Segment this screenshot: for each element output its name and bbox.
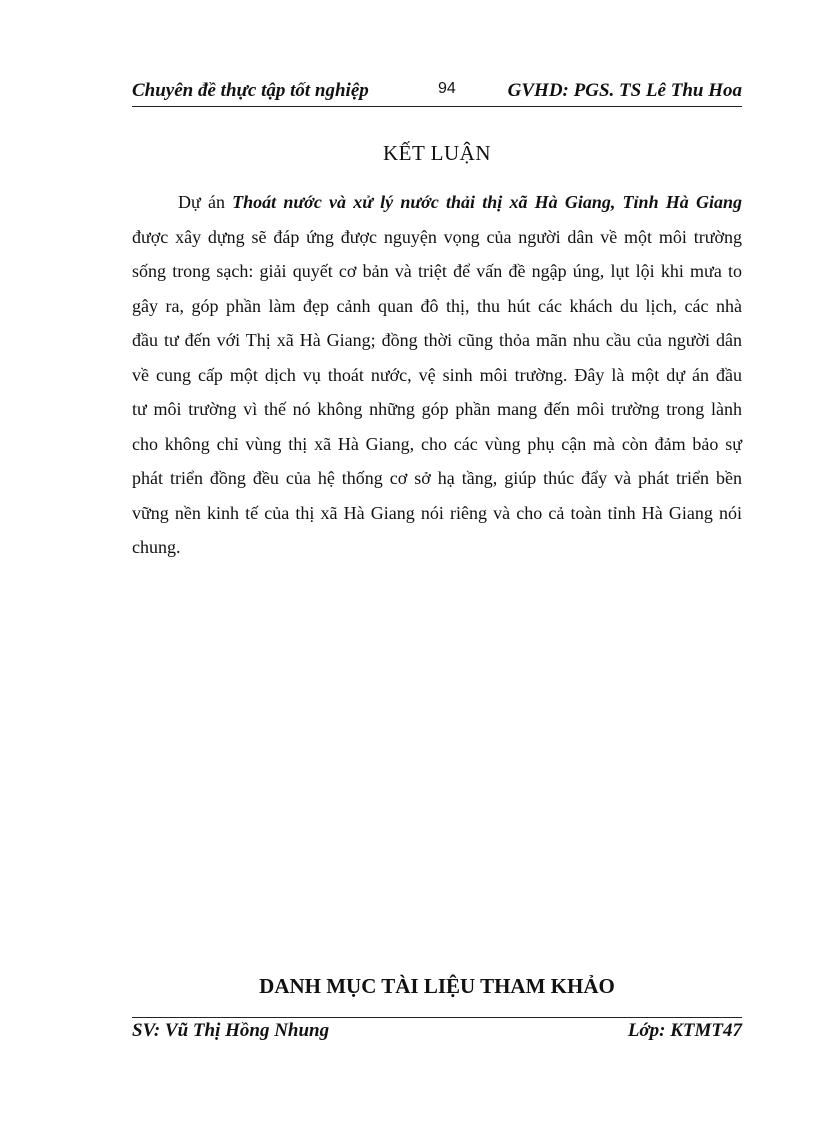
paragraph-line-text: Dự án (178, 192, 233, 212)
conclusion-title: KẾT LUẬN (382, 141, 491, 165)
paragraph-line: chung. (132, 537, 181, 557)
footer-divider (132, 1017, 742, 1018)
paragraph-line: được xây dựng sẽ đáp ứng được nguyện vọng của người dân về một môi trường (132, 226, 742, 247)
paragraph-line: cho không chỉ vùng thị xã Hà Giang, cho các vùng phụ cận mà còn đảm bảo sự (132, 433, 742, 454)
header-supervisor: GVHD: PGS. TS Lê Thu Hoa (507, 80, 742, 101)
references-title: DANH MỤC TÀI LIỆU THAM KHẢO (259, 974, 615, 998)
footer-student-name: SV: Vũ Thị Hồng Nhung (132, 1020, 330, 1041)
paragraph-line: vững nền kinh tế của thị xã Hà Giang nói riêng và cho cả toàn tỉnh Hà Giang nói (132, 502, 742, 523)
page-header (132, 76, 742, 108)
conclusion-paragraph (132, 185, 742, 565)
page-number: 94 (438, 80, 456, 97)
paragraph-line: phát triển đồng đều của hệ thống cơ sở hạ tầng, giúp thúc đẩy và phát triển bền (132, 468, 742, 488)
header-report-title: Chuyên đề thực tập tốt nghiệp (132, 80, 369, 101)
page-footer (132, 1020, 742, 1048)
paragraph-line: gây ra, góp phần làm đẹp cảnh quan đô thị, thu hút các khách du lịch, các nhà (132, 295, 742, 316)
paragraph-line: tư môi trường vì thế nó không những góp phần mang đến môi trường trong lành (132, 399, 742, 419)
header-divider (132, 106, 742, 107)
paragraph-line: về cung cấp một dịch vụ thoát nước, vệ sinh môi trường. Đây là một dự án đầu (132, 364, 742, 385)
paragraph-line: sống trong sạch: giải quyết cơ bản và triệt để vấn đề ngập úng, lụt lội khi mưa to (132, 261, 742, 281)
paragraph-line (132, 185, 742, 220)
paragraph-line: đầu tư đến với Thị xã Hà Giang; đồng thời cũng thỏa mãn nhu cầu của người dân (132, 330, 742, 350)
project-name: Thoát nước và xử lý nước thải thị xã Hà Giang, Tỉnh Hà Giang (232, 192, 742, 212)
footer-class: Lớp: KTMT47 (627, 1020, 742, 1041)
